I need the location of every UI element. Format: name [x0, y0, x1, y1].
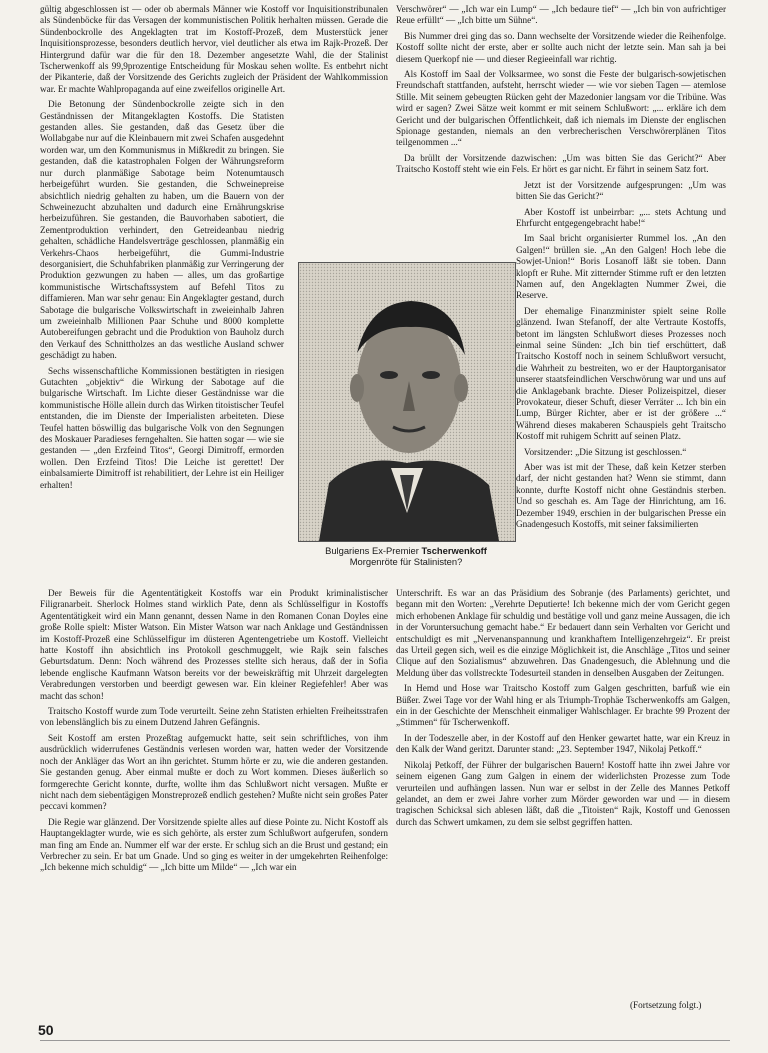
body-paragraph: Die Betonung der Sündenbockrolle zeigte sich in den Geständnissen der Mitangeklagten Kostoffs. Die Statisten gestanden alles. Sie gestanden, daß das Gesetz über die Wollabgabe nur auf die Kleinbauern mit zwei Schafen ausgedehnt worden war, um den Kommunismus in Mißkredit zu bringen. Sie gestanden, daß die katastrophalen Folgen der Währungsreform nur durch planmäßige Sabotage beim Notenumtausch herbeigeführt wurden. Sie gestanden, die Schweinepreise absichtlich niedrig gehalten zu haben, um die Bauern von der Schweinezucht abzuhalten und dadurch eine Ernährungskrise herbeizuführen. Sie gestanden, die Bauvorhaben sabotiert, die Zementproduktion verhindert, den Getreideanbau niedrig gehalten, schädliche Handelsverträge geschlossen, planmäßig ein Verkehrs-Chaos herbeigeführt, die Gummi-Industrie desorganisiert, die Schuhfabriken planmäßig zur Verringerung der Produktion gezwungen zu haben — alles, um das großartige kommunistische Wirtschaftssystem auf Befehl Titos zu diffamieren. Man war sehr genau: Ein Angeklagter gestand, durch Sabotage die bulgarische Volkswirtschaft in zweieinhalb Jahren um zweieinhalb Millionen Paar Schuhe und 8000 komplette Autobereifungen gebracht und die Produktion von Bauholz durch den Verkauf des Schnittholzes an das westliche Ausland schwer geschädigt zu haben.: [40, 99, 284, 361]
body-paragraph: Sechs wissenschaftliche Kommissionen bestätigten in riesigen Gutachten „objektiv“ die Wirkung der Sabotage auf die bulgarische Wirtschaft. Im Lichte dieser Geständnisse war die kommunistische Hölle allein durch das Wirken titoistischer Teufel entstanden, die im Dienste der Imperialisten arbeiteten. Diese Teufel hatten böswillig das bulgarische Volk von den Segnungen des Moskauer Paradieses ferngehalten. Sie hatten sogar — wie sie gestanden — „den Erzfeind Titos“, Georgi Dimitroff, ermorden wollen. Den Erzfeind Titos! Die Leiche ist gerettet! Der einbalsamierte Dimitroff ist rehabilitiert, der Lehre ist ein Heiliger erhalten!: [40, 365, 284, 490]
footer-rule: [40, 1040, 730, 1041]
body-paragraph: Da brüllt der Vorsitzende dazwischen: „Um was bitten Sie das Gericht?“ Aber Traitscho Kostoff steht wie ein Fels. Er hört es gar nicht. Er fährt in seinem Satz fort.: [396, 152, 726, 175]
body-paragraph: Der Beweis für die Agententätigkeit Kostoffs war ein Produkt kriminalistischer Filigranarbeit. Sherlock Holmes stand wirklich Pate, denn als Schlüsselfigur in Kostoffs Agententätigkeit wird ein Mann genannt, dessen Name in den Romanen Conan Doyles eine große Rolle spielt: Mister Watson. Ein Mister Watson war nach Anklage und Geständnissen im Kostoff-Prozeß eine Schlüsselfigur im düsteren Agentengetriebe um Kostoff. Vielleicht hatte Kostoff ihn absichtlich ins Protokoll geschmuggelt, wie Rajk sein falsches Geburtsdatum. Denn: Noch während des Prozesses stellte sich heraus, daß der in Sofia lebende englische Kaufmann Watson bereits vor der beweiskräftig mit Uhrzeit dargelegten Verabredungen verstorben und beerdigt gewesen war. Ein kleiner Regiefehler! Aber was macht das schon!: [40, 588, 388, 701]
body-paragraph: Im Saal bricht organisierter Rummel los. „An den Galgen!“ brüllen sie. „An den Galgen! Hoch lebe die Sowjet-Union!“ Boris Losanoff läßt sie toben. Dann klopft er Ruhe. Mit zitternder Stimme ruft er den letzten Namen auf, den Angeklagten Nummer Zwei, die Reserve.: [516, 233, 726, 301]
body-paragraph: Aber was ist mit der These, daß kein Ketzer sterben darf, der nicht gestanden hat? Wenn sie stimmt, dann konnte, durfte Kostoff nicht ohne Geständnis sterben. Und so geschah es. Am Tage der Hinrichtung, am 16. Dezember 1949, erschien in der bulgarischen Presse ein Gnadengesuch Kostoffs, mit seiner faksimilierten: [516, 462, 726, 530]
body-paragraph: Die Regie war glänzend. Der Vorsitzende spielte alles auf diese Pointe zu. Nicht Kostoff als Hauptangeklagter wurde, wie es sich gehörte, als erster zum Schlußwort aufgerufen, sondern man fing am Ende an. Nummer elf war der erste. Er schlug sich an die Brust und gestand; ein Verbrecher zu sein. Er bat um Gnade. Und so ging es weiter in der umgekehrten Reihenfolge: „Ich bekenne mich schuldig“ — „Ich bitte um Milde“ — „Ich war ein: [40, 816, 388, 873]
body-paragraph: Traitscho Kostoff wurde zum Tode verurteilt. Seine zehn Statisten erhielten Freiheitsstrafen von lebenslänglich bis zu einem Dutzend Jahren Gefängnis.: [40, 706, 388, 728]
page-number: 50: [38, 1022, 54, 1038]
continuation-note: (Fortsetzung folgt.): [630, 1000, 702, 1010]
caption-subtitle: Morgenröte für Stalinisten?: [349, 556, 463, 567]
body-paragraph: Bis Nummer drei ging das so. Dann wechselte der Vorsitzende wieder die Reihenfolge. Kostoff sollte nicht der erste, aber er sollte auch nicht der letzte sein. Man sah ja bei diesem Querkopf nie — und dieser Regieeinfall war richtig.: [396, 30, 726, 64]
body-paragraph: gültig abgeschlossen ist — oder ob abermals Männer wie Kostoff vor Inquisitionstribunalen als Sündenböcke für das Versagen der kommunistischen Politik herhalten müssen. Gerade die Sündenbockrolle des Angeklagten trat im Kostoff-Prozeß, dem Musterstück jener Inquisitionsprozesse, besonders deutlich hervor, viel deutlicher als etwa im Rajk-Prozeß. Der Hintergrund dafür war die für den 18. Dezember angesetzte Wahl, die der Stalinist Tscherwenkoff als 99,9prozentige Entscheidung für Moskau sehen wollte. Es entbehrt nicht der Pikanterie, daß der Vorsitzende des Gerichts zugleich der Präsident der Wahlkommission war. Er machte Wahlpropaganda auf eine zweifellos originelle Art.: [40, 4, 388, 94]
body-paragraph: Seit Kostoff am ersten Prozeßtag aufgemuckt hatte, seit sein schriftliches, von ihm ausdrücklich widerrufenes Geständnis verlesen worden war, hatten weder der Vorsitzende noch der Ankläger das Wort an ihn gerichtet. Stumm hörte er zu, wie die anderen gestanden. Sie gestanden genug. Aber einmal mußte er doch zu Wort kommen. Dieses äußerlich so formgerechte Gericht konnte, durfte, wollte ihm das Schlußwort nicht versagen. Mußte er nicht nach dem siebentägigen Monstreprozeß endlich gestehen? Mußte nicht sein großes Pater peccavi kommen?: [40, 732, 388, 812]
body-paragraph: Als Kostoff im Saal der Volksarmee, wo sonst die Feste der bulgarisch-sowjetischen Freundschaft stattfanden, aufsteht, herrscht wieder — wie vor sieben Tagen — atemlose Stille. Mit seinem gebeugten Rücken geht der Mazedonier langsam vor die Tribüne. Was wird er sagen? Zwei Sätze weit kommt er mit seinem Schlußwort: „... erkläre ich dem Gericht und der bulgarischen Öffentlichkeit, daß ich niemals im Dienste der englischen Spionage gestanden, niemals an den verbrecherischen Verschwörerplänen Titos teilgenommen ...“: [396, 69, 726, 148]
body-paragraph: Nikolaj Petkoff, der Führer der bulgarischen Bauern! Kostoff hatte ihn zwei Jahre vor seinem eigenen Gang zum Galgen in einem der widerlichsten Prozesse zum Tode verurteilen und aufhängen lassen. Nun war er selbst in der Zelle des Mannes Petkoff gelandet, an dem er zwei Jahre vorher zum Mörder geworden war und — in diesem tragischen Schicksal sich ablesen läßt, daß die „Titoisten“ Rajk, Kostoff und Genossen durch das Schwert umkamen, zu dem sie selbst gegriffen hatten.: [396, 759, 730, 827]
body-paragraph: Jetzt ist der Vorsitzende aufgesprungen: „Um was bitten Sie das Gericht?“: [516, 179, 726, 202]
body-paragraph: In Hemd und Hose war Traitscho Kostoff zum Galgen geschritten, barfuß wie ein Büßer. Zwei Tage vor der Wahl hing er als Triumph-Trophäe Tscherwenkoffs am Galgen, ein in der Geschichte der Menschheit einmaliger Wahlschlager. Er brachte 99 Prozent der „Stimmen“ für Tscherwenkoff.: [396, 683, 730, 728]
body-paragraph: Der ehemalige Finanzminister spielt seine Rolle glänzend. Iwan Stefanoff, der alte Vertraute Kostoffs, betont im längsten Schlußwort dieses Prozesses noch einmal seine Sünden: „Ich bin tief erschüttert, daß Traitscho Kostoff noch in seinem Schlußwort versucht, die Wahrheit zu bestreiten, wo er der Hauptorganisator unserer staatsfeindlichen Verschwörung war und uns auf die Anklagebank brachte. Dieser Polizeispitzel, dieser Provokateur, dieser Schuft, dieser Verräter ... Ich bin ein Lump, Bürger Richter, aber er ist der größere ...“ Während dieses makaberen Schauspiels geht Traitscho Kostoff mit ruhigem Schritt auf seinen Platz.: [516, 305, 726, 442]
body-paragraph: In der Todeszelle aber, in der Kostoff auf den Henker gewartet hatte, war ein Kreuz in den Kalk der Wand geritzt. Darunter stand: „23. September 1947, Nikolaj Petkoff.“: [396, 732, 730, 755]
body-paragraph: Verschwörer“ — „Ich war ein Lump“ — „Ich bedaure tief“ — „Ich bin von aufrichtiger Reue erfüllt“ — „Ich bitte um Sühne“.: [396, 4, 726, 26]
caption-prefix: Bulgariens Ex-Premier: [325, 545, 422, 556]
bottom-right-column: [396, 460, 730, 832]
bottom-left-column: [40, 460, 388, 878]
body-paragraph: Vorsitzender: „Die Sitzung ist geschlossen.“: [524, 446, 687, 457]
body-paragraph: Unterschrift. Es war an das Präsidium des Sobranje (des Parlaments) gerichtet, und begann mit den Worten: „Verehrte Deputierte! Ich bekenne mich der vom Gericht gegen mich erhobenen Anklage für schuldig und bestätige voll und ganz meine Aussagen, die ich in der Voruntersuchung gemacht habe.“ Er bedauert dann sein Verhalten vor Gericht und entschuldigt es mit „Nervenanspannung und krankhaftem Intelligenzehrgeiz“. Er preist das Urteil gegen sich, weil es die einzige Möglichkeit ist, die Anschläge „Titos und seiner Clique auf den Sozialismus“ abzuwehren. Das Gnadengesuch, die Ablehnung und die Meldung über das vollstreckte Todesurteil standen in denselben Ausgaben der Zeitungen.: [396, 588, 730, 678]
caption-name: Tscherwenkoff: [421, 545, 487, 556]
body-paragraph: Aber Kostoff ist unbeirrbar: „... stets Achtung und Ehrfurcht entgegengebracht habe!“: [516, 206, 726, 228]
